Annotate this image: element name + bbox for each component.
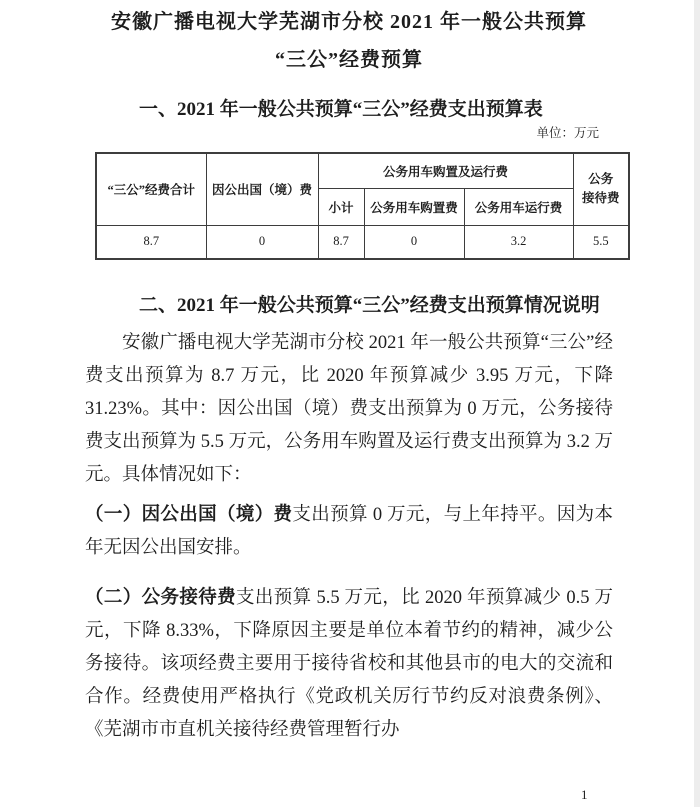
page-number: 1: [581, 787, 588, 802]
item-1-lead: （一）因公出国（境）费: [85, 505, 293, 525]
value-operation: 3.2: [464, 225, 573, 259]
overview-paragraph: 安徽广播电视大学芜湖市分校 2021 年一般公共预算“三公”经费支出预算为 8.7 万元，比 2020 年预算减少 3.95 万元，下降 31.23%。其中：因公出国（境）费支出预算为 0 万元，公务接待费支出预算为 5.5 万元，公务用车购置及运行费支出预算为 3.2 万元。具体情况如下：: [85, 333, 613, 485]
item-1-paragraph: [85, 499, 613, 565]
table-value-row: [96, 225, 629, 259]
value-subtotal: 8.7: [318, 225, 364, 259]
item-1-body: 支出预算 0 万元，与上年持平。因为本年无因公出国安排。: [85, 505, 613, 558]
value-purchase: 0: [364, 225, 464, 259]
header-operation: 公务用车运行费: [464, 188, 573, 225]
doc-title-line2: “三公”经费预算: [275, 49, 423, 71]
item-2-body: 支出预算 5.5 万元，比 2020 年预算减少 0.5 万元，下降 8.33%，下降原因主要是单位本着节约的精神，减少公务接待。该项经费主要用于接待省校和其他县市的电大的交流和合作。经费使用严格执行《党政机关厉行节约反对浪费条例》、《芜湖市市直机关接待经费管理暂行办: [85, 588, 613, 740]
header-reception-line1: 公务: [588, 172, 614, 187]
doc-title-line1: 安徽广播电视大学芜湖市分校 2021 年一般公共预算: [111, 11, 587, 33]
header-total: “三公”经费合计: [96, 153, 206, 225]
value-total: 8.7: [96, 225, 206, 259]
budget-table: [95, 152, 630, 260]
unit-note: 单位：万元: [536, 126, 599, 140]
section1-heading: 一、2021 年一般公共预算“三公”经费支出预算表: [139, 99, 543, 120]
header-abroad: 因公出国（境）费: [206, 153, 318, 225]
header-reception-line2: 接待费: [582, 191, 620, 206]
header-subtotal: 小计: [318, 188, 364, 225]
page-edge-strip: [694, 0, 700, 807]
section2-heading: 二、2021 年一般公共预算“三公”经费支出预算情况说明: [139, 295, 600, 316]
header-reception: [573, 153, 629, 225]
value-abroad: 0: [206, 225, 318, 259]
value-reception: 5.5: [573, 225, 629, 259]
item-2-lead: （二）公务接待费: [85, 588, 236, 608]
header-purchase: 公务用车购置费: [364, 188, 464, 225]
header-vehicle-group: 公务用车购置及运行费: [318, 153, 573, 188]
item-2-paragraph: [85, 582, 613, 747]
